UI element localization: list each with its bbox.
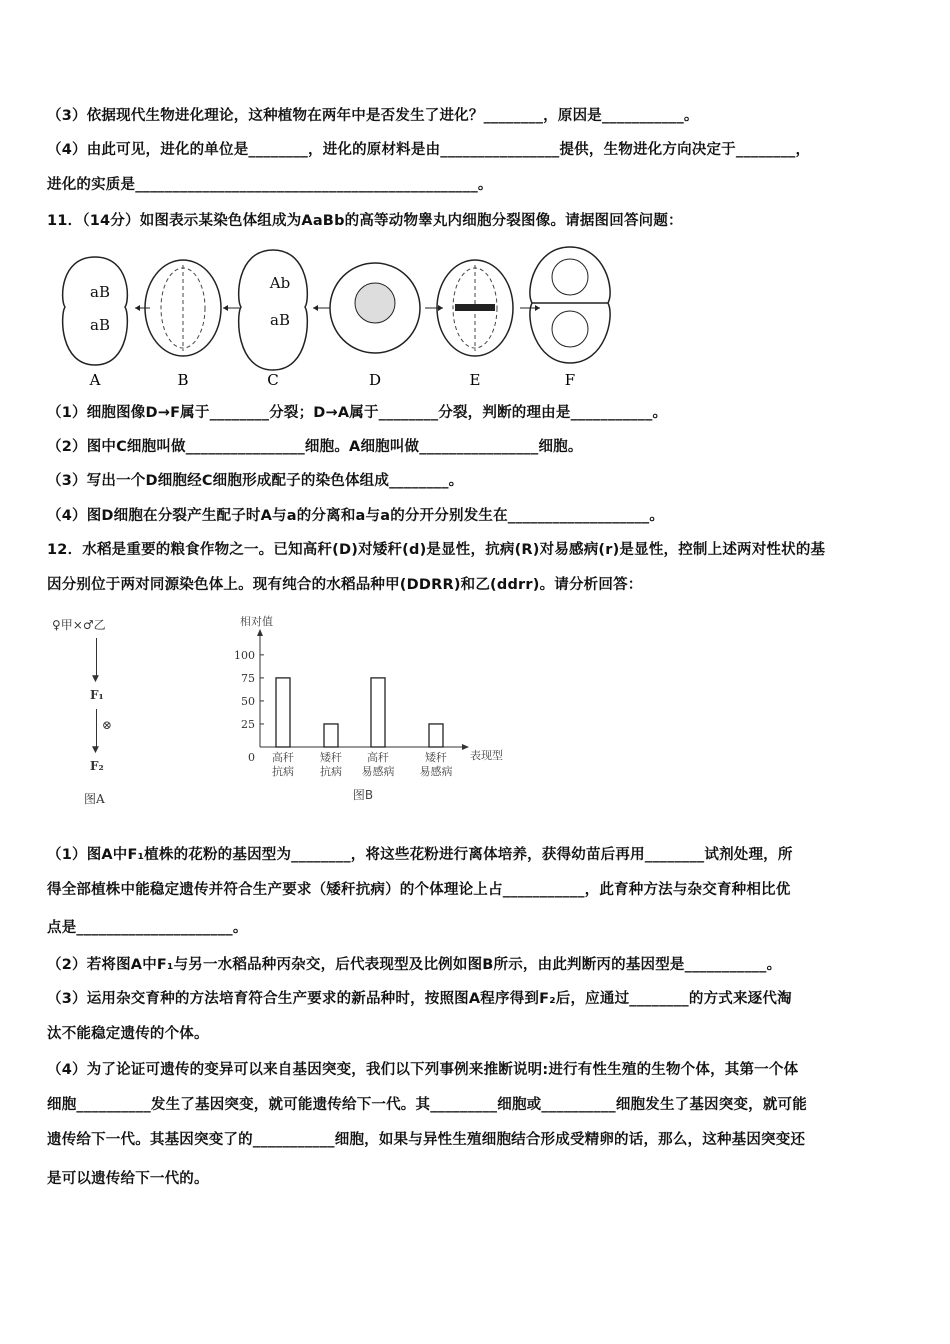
cell-a-outline	[63, 257, 128, 365]
bar-2	[371, 678, 385, 747]
figure-a-caption: 图A	[84, 792, 105, 806]
figure-b-caption: 图B	[352, 788, 374, 802]
x-tick-label: 易感病	[361, 765, 395, 778]
arrow-head: ▼	[92, 745, 99, 755]
q10-part3: （3）依据现代生物进化理论，这种植物在两年中是否发生了进化？________，原因是___________。	[47, 108, 699, 124]
q11-stem: 11．（14分）如图表示某染色体组成为AaBb的高等动物睾丸内细胞分裂图像。请据图回答问题：	[47, 213, 683, 229]
y-tick-label: 75	[241, 671, 255, 685]
q12-part2: （2）若将图A中F₁与另一水稻品种丙杂交，后代表现型及比例如图B所示，由此判断丙的基因型是___________。	[47, 957, 782, 973]
f2-label: F₂	[90, 759, 104, 773]
y-tick-label: 25	[241, 717, 255, 731]
y-tick-label: 100	[234, 648, 255, 662]
x-tick-label: 抗病	[320, 765, 342, 778]
self-cross-symbol: ⊗	[102, 718, 113, 732]
q11-part4: （4）图D细胞在分裂产生配子时A与a的分离和a与a的分开分别发生在___________________。	[47, 508, 665, 524]
arrow-head	[223, 305, 228, 311]
x-tick-label: 高秆	[367, 751, 389, 764]
cell-e-chromosomes	[455, 304, 495, 311]
bar-1	[324, 724, 338, 747]
cell-c-genes-bottom: aB	[270, 311, 290, 329]
y-tick-label: 50	[241, 694, 255, 708]
cell-a-genes-bottom: aB	[90, 316, 110, 334]
cell-division-figure	[55, 245, 635, 390]
q12-part3-1: （3）运用杂交育种的方法培育符合生产要求的新品种时，按照图A程序得到F₂后，应通过________的方式来逐代淘	[47, 991, 792, 1007]
q11-part2: （2）图中C细胞叫做________________细胞。A细胞叫做________________细胞。	[47, 439, 583, 455]
arrow-head	[135, 305, 140, 311]
cell-f-outline	[530, 247, 610, 363]
y-axis-label: 相对值	[240, 615, 273, 628]
q12-stem-1: 12．水稻是重要的粮食作物之一。已知高秆(D)对矮秆(d)是显性，抗病(R)对易感病(r)是显性，控制上述两对性状的基	[47, 542, 826, 558]
arrow-head	[535, 305, 540, 311]
bar-3	[429, 724, 443, 747]
figure-label-C: C	[267, 371, 279, 389]
y-tick-label: 0	[248, 751, 255, 764]
q12-part4-1: （4）为了论证可遗传的变异可以来自基因突变，我们以下列事例来推断说明:进行有性生殖的生物个体，其第一个体	[47, 1062, 799, 1078]
q10-part4-cont: 进化的实质是______________________________________________。	[47, 177, 493, 193]
x-axis-label: 表现型	[470, 749, 503, 762]
q12-part4-4: 是可以遗传给下一代的。	[47, 1171, 209, 1187]
x-tick-label: 矮秆	[320, 751, 342, 764]
x-tick-label: 矮秆	[425, 751, 447, 764]
q12-part4-2: 细胞__________发生了基因突变，就可能遗传给下一代。其_________细胞或__________细胞发生了基因突变，就可能	[47, 1097, 807, 1113]
arrow-head	[313, 305, 318, 311]
x-axis-arrow	[462, 744, 469, 750]
q10-part4: （4）由此可见，进化的单位是________，进化的原材料是由________________提供，生物进化方向决定于________，	[47, 142, 811, 158]
q12-part1-2: 得全部植株中能稳定遗传并符合生产要求（矮秆抗病）的个体理论上占___________，此育种方法与杂交育种相比优	[47, 882, 791, 898]
q12-part1-3: 点是_____________________。	[47, 920, 248, 936]
arrow-head: ▼	[92, 674, 99, 684]
q11-part3: （3）写出一个D细胞经C细胞形成配子的染色体组成________。	[47, 473, 464, 489]
x-tick-label: 易感病	[419, 765, 453, 778]
cell-a-genes-top: aB	[90, 283, 110, 301]
f1-label: F₁	[90, 688, 104, 702]
figure-label-E: E	[469, 371, 481, 389]
y-axis-arrow	[257, 629, 263, 636]
figure-label-B: B	[177, 371, 189, 389]
figure-label-A: A	[89, 371, 101, 389]
cell-c-outline	[239, 250, 308, 370]
figure-label-F: F	[564, 371, 576, 389]
x-tick-label: 抗病	[272, 765, 294, 778]
figure-label-D: D	[368, 371, 382, 389]
cell-f-nucleus-top	[552, 259, 588, 295]
bar-0	[276, 678, 290, 747]
q12-part3-2: 汰不能稳定遗传的个体。	[47, 1026, 209, 1042]
cell-f-nucleus-bottom	[552, 311, 588, 347]
cross-label: ♀甲×♂乙	[52, 618, 106, 632]
arrow-head	[438, 305, 443, 311]
figure-a-cross-diagram	[50, 612, 170, 812]
q12-part1-1: （1）图A中F₁植株的花粉的基因型为________，将这些花粉进行离体培养，获得幼苗后再用________试剂处理，所	[47, 847, 793, 863]
cell-d-nucleus	[355, 283, 395, 323]
arrow-line	[96, 709, 97, 749]
x-tick-label: 高秆	[272, 751, 294, 764]
q12-stem-2: 因分别位于两对同源染色体上。现有纯合的水稻品种甲(DDRR)和乙(ddrr)。请分析回答：	[47, 577, 643, 593]
figure-b-bar-chart	[225, 615, 525, 810]
q11-part1: （1）细胞图像D→F属于________分裂；D→A属于________分裂，判断的理由是___________。	[47, 405, 668, 421]
q12-part4-3: 遗传给下一代。其基因突变了的___________细胞，如果与异性生殖细胞结合形成受精卵的话，那么，这种基因突变还	[47, 1132, 806, 1148]
arrow-line	[96, 638, 97, 678]
cell-c-genes-top: Ab	[269, 274, 291, 292]
